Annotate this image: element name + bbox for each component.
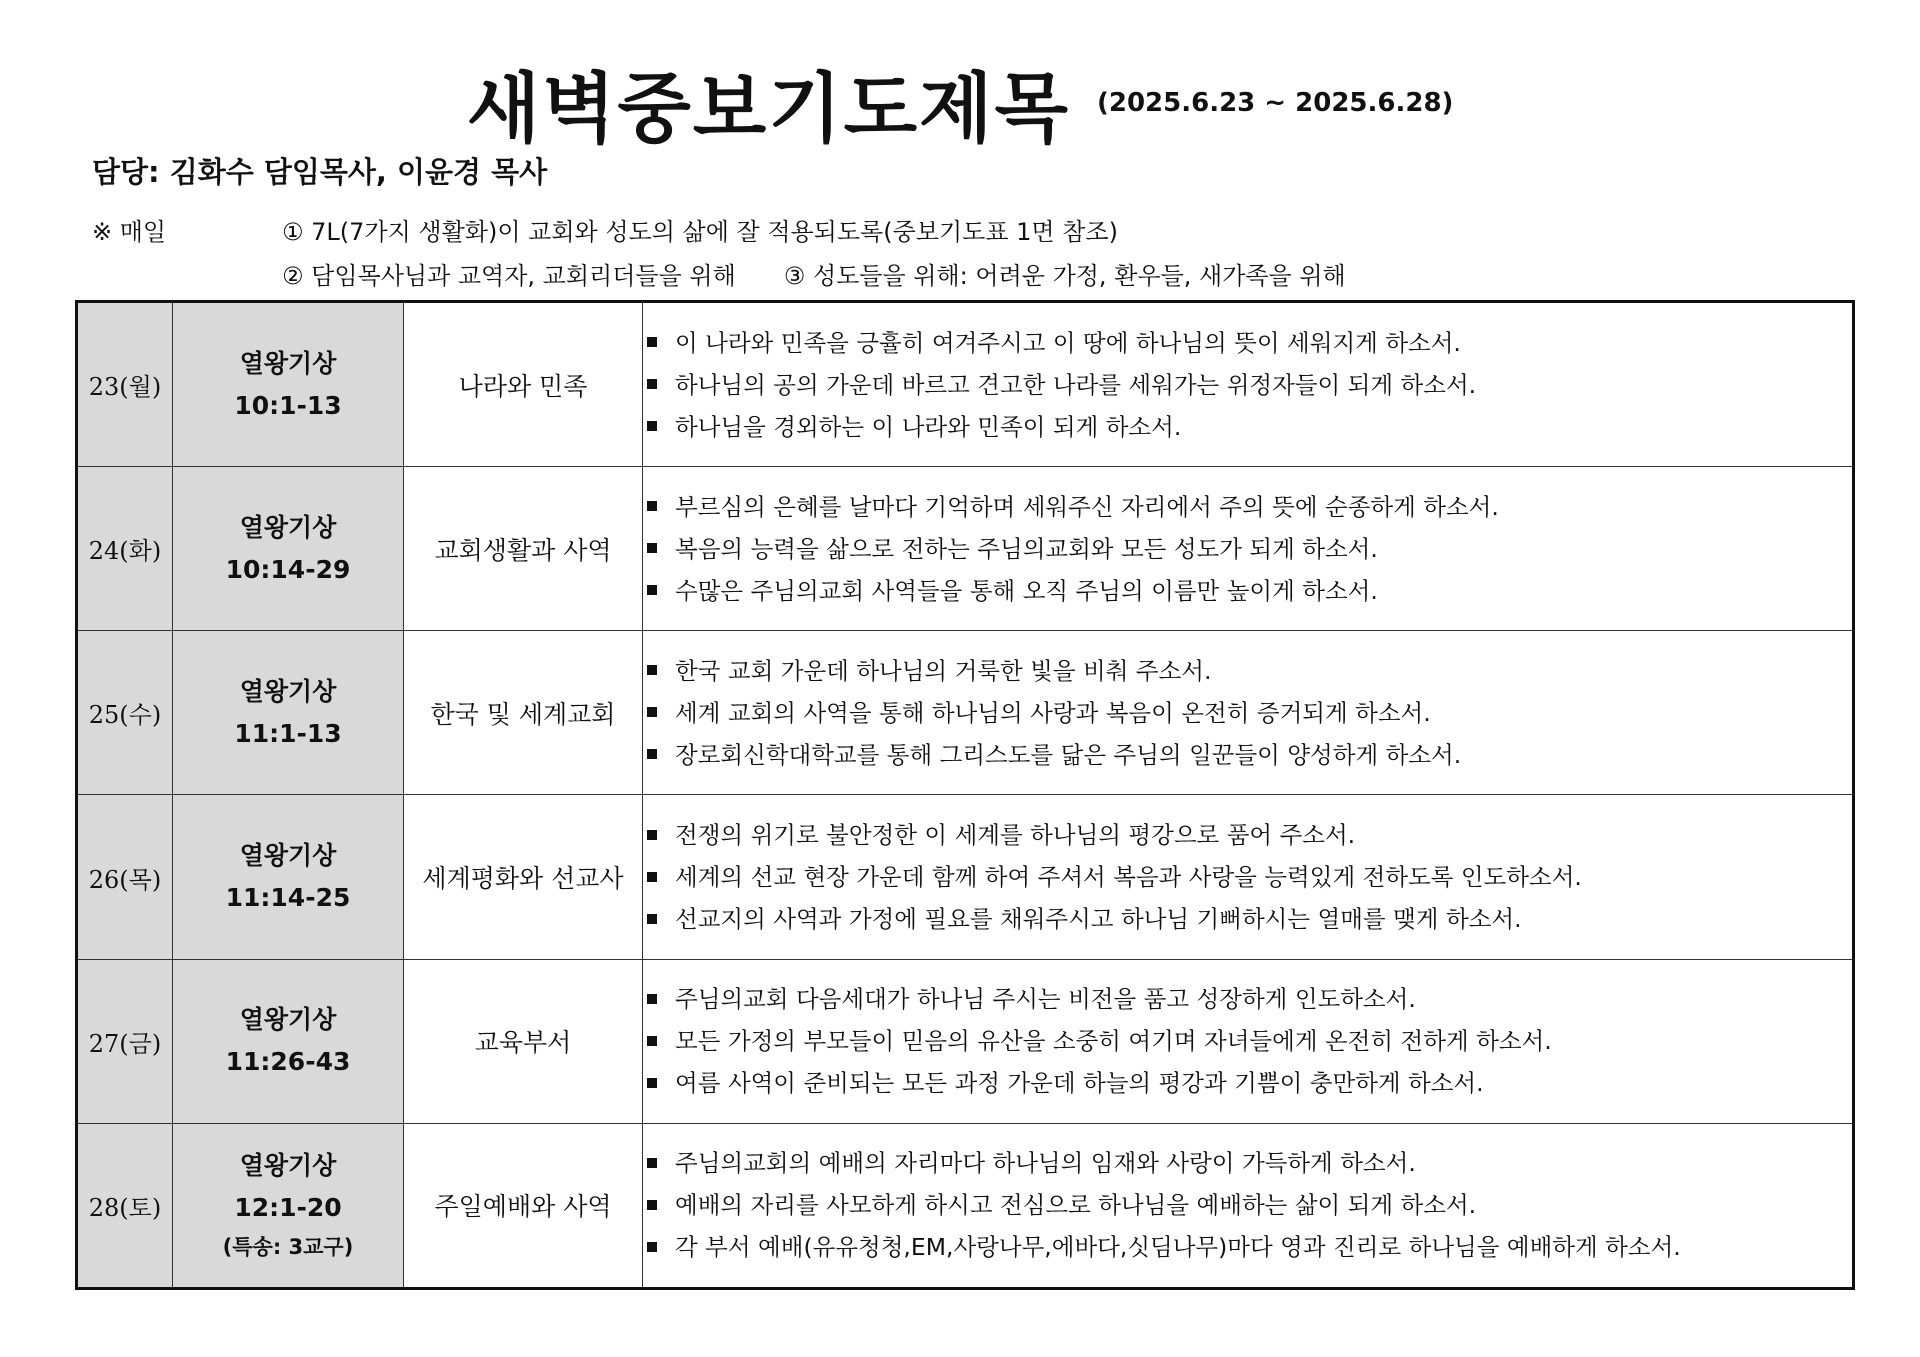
topic-cell: 주일예배와 사역 [404,1123,643,1288]
square-bullet-icon [647,1200,657,1210]
scripture-ref: 10:1-13 [234,390,342,420]
prayer-item [643,1020,1852,1062]
prayer-item [643,528,1852,570]
scripture-book: 열왕기상 [239,1005,337,1035]
prayer-item [643,734,1852,776]
prayer-text: 세계의 선교 현장 가운데 함께 하여 주셔서 복음과 사랑을 능력있게 전하도록 인도하소서. [675,863,1582,892]
scripture-ref: 11:14-25 [225,883,351,913]
scripture-cell [173,302,404,467]
prayer-text: 하나님을 경외하는 이 나라와 민족이 되게 하소서. [675,412,1182,441]
square-bullet-icon [647,749,657,759]
square-bullet-icon [647,994,657,1004]
schedule-row [77,1123,1854,1288]
prayer-list [643,486,1852,612]
scripture-book: 열왕기상 [239,841,337,871]
prayer-item [643,486,1852,528]
prayer-text: 부르심의 은혜를 날마다 기억하며 세워주신 자리에서 주의 뜻에 순종하게 하소서. [675,492,1499,521]
prayers-cell [643,631,1854,795]
scripture-note: (특송: 3교구) [222,1235,354,1260]
square-bullet-icon [647,1242,657,1252]
prayer-item [643,406,1852,448]
square-bullet-icon [647,1158,657,1168]
daily-item-2: ② 담임목사님과 교역자, 교회리더들을 위해 [282,262,736,290]
square-bullet-icon [647,1036,657,1046]
square-bullet-icon [647,665,657,675]
square-bullet-icon [647,543,657,553]
page-title: 새벽중보기도제목 [466,64,1070,153]
scripture-book: 열왕기상 [239,348,337,378]
prayer-text: 모든 가정의 부모들이 믿음의 유산을 소중히 여기며 자녀들에게 온전히 전하게 하소서. [675,1027,1552,1056]
prayer-text: 여름 사역이 준비되는 모든 과정 가운데 하늘의 평강과 기쁨이 충만하게 하소서. [675,1069,1484,1098]
square-bullet-icon [647,501,657,511]
scripture-ref: 11:1-13 [234,718,342,748]
prayer-text: 복음의 능력을 삶으로 전하는 주님의교회와 모든 성도가 되게 하소서. [675,534,1378,563]
scripture-book: 열왕기상 [239,512,337,542]
prayers-cell [643,1123,1854,1288]
prayers-cell [643,467,1854,631]
prayer-text: 전쟁의 위기로 불안정한 이 세계를 하나님의 평강으로 품어 주소서. [675,821,1356,850]
day-cell: 26(목) [77,795,173,959]
prayer-item [643,856,1852,898]
prayer-item [643,322,1852,364]
square-bullet-icon [647,914,657,924]
schedule-row [77,467,1854,631]
day-cell: 28(토) [77,1123,173,1288]
manager-line: 담당: 김화수 담임목사, 이윤경 목사 [92,155,548,189]
prayer-text: 하나님의 공의 가운데 바르고 견고한 나라를 세워가는 위정자들이 되게 하소서. [675,370,1477,399]
square-bullet-icon [647,872,657,882]
scripture-cell [173,959,404,1123]
title-row [0,48,1920,157]
prayer-item [643,1184,1852,1226]
prayer-list [643,1142,1852,1268]
topic-cell: 한국 및 세계교회 [404,631,643,795]
daily-prefix: ※ 매일 [92,218,167,246]
prayer-text: 예배의 자리를 사모하게 하시고 전심으로 하나님을 예배하는 삶이 되게 하소서. [675,1191,1477,1220]
day-cell: 24(화) [77,467,173,631]
prayer-text: 한국 교회 가운데 하나님의 거룩한 빛을 비춰 주소서. [675,656,1212,685]
prayer-list [643,978,1852,1104]
prayer-text: 주님의교회 다음세대가 하나님 주시는 비전을 품고 성장하게 인도하소서. [675,985,1416,1014]
topic-cell: 교회생활과 사역 [404,467,643,631]
prayer-list [643,650,1852,776]
prayer-item [643,692,1852,734]
prayers-cell [643,302,1854,467]
square-bullet-icon [647,421,657,431]
schedule-row [77,631,1854,795]
topic-cell: 교육부서 [404,959,643,1123]
prayer-list [643,814,1852,940]
scripture-cell [173,631,404,795]
prayer-item [643,1062,1852,1104]
topic-cell: 나라와 민족 [404,302,643,467]
daily-item-3: ③ 성도들을 위해: 어려운 가정, 환우들, 새가족을 위해 [783,262,1346,290]
prayer-text: 수많은 주님의교회 사역들을 통해 오직 주님의 이름만 높이게 하소서. [675,576,1378,605]
square-bullet-icon [647,337,657,347]
square-bullet-icon [647,707,657,717]
scripture-book: 열왕기상 [239,676,337,706]
prayer-item [643,898,1852,940]
schedule-row [77,302,1854,467]
prayer-text: 장로회신학대학교를 통해 그리스도를 닮은 주님의 일꾼들이 양성하게 하소서. [675,740,1462,769]
scripture-cell [173,795,404,959]
day-cell: 25(수) [77,631,173,795]
date-range: (2025.6.23 ~ 2025.6.28) [1096,87,1454,118]
day-cell: 27(금) [77,959,173,1123]
scripture-cell [173,1123,404,1288]
prayer-item [643,978,1852,1020]
day-cell: 23(월) [77,302,173,467]
prayer-item [643,570,1852,612]
square-bullet-icon [647,379,657,389]
scripture-ref: 10:14-29 [225,554,351,584]
prayer-text: 선교지의 사역과 가정에 필요를 채워주시고 하나님 기뻐하시는 열매를 맺게 하소서. [675,905,1522,934]
scripture-ref: 12:1-20 [234,1193,342,1223]
prayer-text: 주님의교회의 예배의 자리마다 하나님의 임재와 사랑이 가득하게 하소서. [675,1149,1416,1178]
square-bullet-icon [647,830,657,840]
schedule-body [77,302,1854,1289]
prayer-text: 이 나라와 민족을 긍휼히 여겨주시고 이 땅에 하나님의 뜻이 세워지게 하소서. [675,328,1461,357]
prayer-list [643,322,1852,448]
prayer-item [643,364,1852,406]
schedule-row [77,795,1854,959]
daily-item-1: ① 7L(7가지 생활화)이 교회와 성도의 삶에 잘 적용되도록(중보기도표 1면 참조) [282,218,1118,246]
scripture-ref: 11:26-43 [225,1047,351,1077]
topic-cell: 세계평화와 선교사 [404,795,643,959]
square-bullet-icon [647,585,657,595]
scripture-cell [173,467,404,631]
prayer-schedule-table [75,300,1855,1290]
prayer-item [643,650,1852,692]
prayer-text: 각 부서 예배(유유청청,EM,사랑나무,에바다,싯딤나무)마다 영과 진리로 하나님을 예배하게 하소서. [675,1233,1681,1262]
prayer-item [643,1142,1852,1184]
prayer-item [643,814,1852,856]
square-bullet-icon [647,1078,657,1088]
prayers-cell [643,795,1854,959]
schedule-row [77,959,1854,1123]
prayer-item [643,1226,1852,1268]
scripture-book: 열왕기상 [239,1151,337,1181]
prayer-text: 세계 교회의 사역을 통해 하나님의 사랑과 복음이 온전히 증거되게 하소서. [675,698,1431,727]
daily-items-line-2 [282,256,1346,291]
prayers-cell [643,959,1854,1123]
